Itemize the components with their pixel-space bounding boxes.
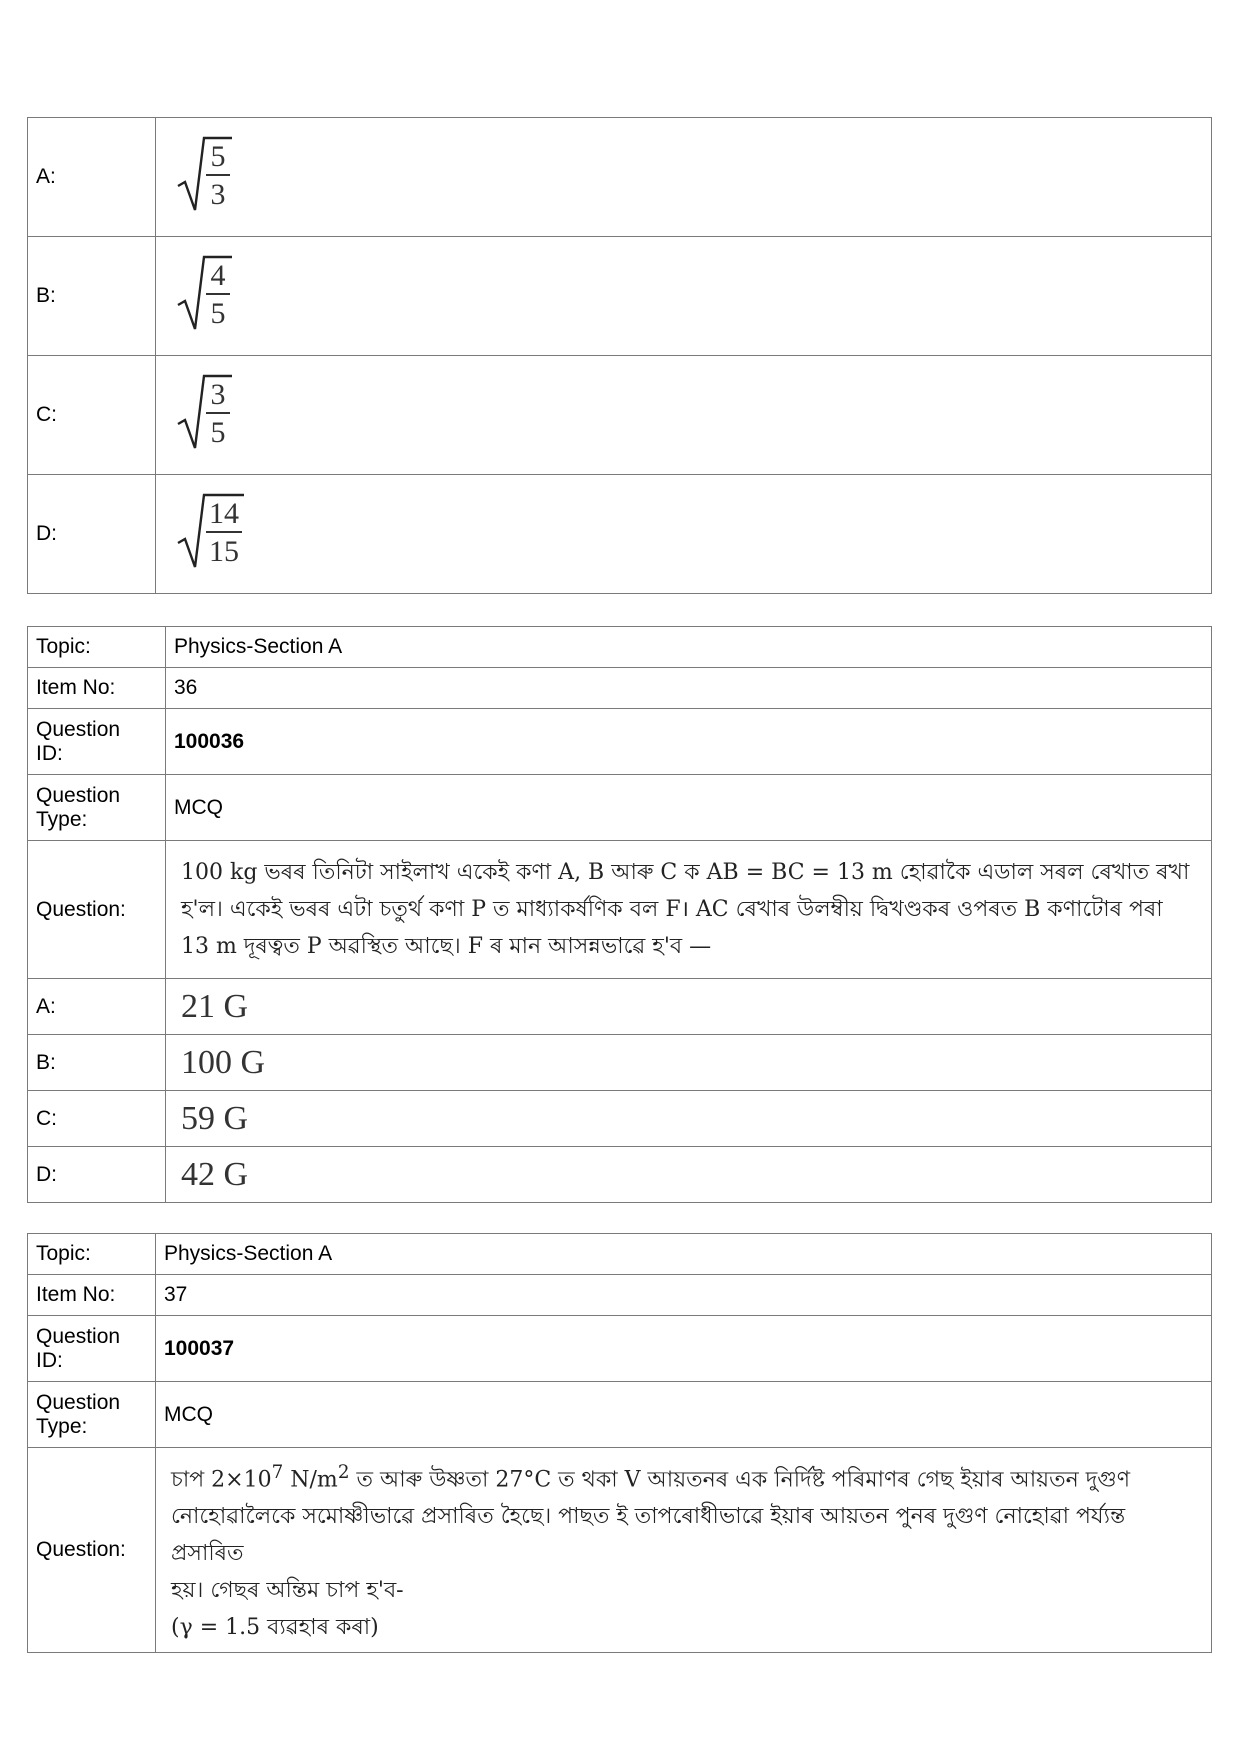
option-label: B: (28, 237, 156, 356)
option-row (28, 1035, 1212, 1091)
question-label: Question: (28, 841, 166, 979)
denominator: 5 (210, 416, 226, 449)
sqrt-fraction (174, 372, 244, 452)
question-line: হ'ল। একেই ভৰৰ এটা চতুৰ্থ কণা P ত মাধ্যাকৰ্ষণিক বল F। AC ৰেখাৰ উলম্বীয় দ্বিখণ্ডকৰ ওপৰত B কণাটোৰ পৰা (181, 897, 1163, 922)
option-row (28, 475, 1212, 594)
sqrt-fraction (174, 491, 254, 571)
question-id-value: 100036 (166, 709, 1212, 775)
denominator: 5 (210, 297, 226, 330)
question-id-label: Question ID: (28, 709, 166, 775)
question-text (166, 841, 1212, 979)
question-line: নোহোৱালৈকে সমোষ্ণীভাৱে প্ৰসাৰিত হৈছে। পাছত ই তাপৰোধীভাৱে ইয়াৰ আয়তন পুনৰ দুগুণ নোহোৱা পৰ্য্যন্ত প্ৰসাৰিত (171, 1504, 1126, 1567)
question-id-row (28, 1316, 1212, 1382)
question-type-label: Question Type: (28, 775, 166, 841)
question-row (28, 841, 1212, 979)
topic-label: Topic: (28, 627, 166, 668)
question-table-37 (27, 1233, 1212, 1653)
item-label: Item No: (28, 1275, 156, 1316)
option-row (28, 1147, 1212, 1203)
option-label: A: (28, 979, 166, 1035)
option-value: 21 G (166, 979, 1212, 1035)
question-id-label: Question ID: (28, 1316, 156, 1382)
question-id-value: 100037 (156, 1316, 1212, 1382)
option-value-sqrt (156, 237, 1212, 356)
numerator: 3 (210, 378, 226, 411)
option-label: D: (28, 1147, 166, 1203)
sqrt-fraction (174, 134, 244, 214)
question-text (156, 1448, 1212, 1653)
topic-label: Topic: (28, 1234, 156, 1275)
topic-value: Physics-Section A (166, 627, 1212, 668)
question-line: হয়। গেছৰ অন্তিম চাপ হ'ব- (171, 1578, 404, 1604)
topic-row (28, 627, 1212, 668)
question-line: (γ = 1.5 ব্যৱহাৰ কৰা) (171, 1615, 379, 1641)
question-type-row (28, 1382, 1212, 1448)
item-row (28, 668, 1212, 709)
denominator: 15 (209, 535, 239, 568)
topic-row (28, 1234, 1212, 1275)
question-table-36 (27, 626, 1212, 1203)
option-row (28, 237, 1212, 356)
option-value-sqrt (156, 118, 1212, 237)
option-row (28, 979, 1212, 1035)
options-table-prev (27, 117, 1212, 594)
item-value: 37 (156, 1275, 1212, 1316)
option-label: A: (28, 118, 156, 237)
numerator: 14 (209, 497, 239, 530)
question-row (28, 1448, 1212, 1653)
option-label: D: (28, 475, 156, 594)
question-type-label: Question Type: (28, 1382, 156, 1448)
numerator: 5 (210, 140, 226, 173)
question-type-row (28, 775, 1212, 841)
question-line: চাপ $2\times 10^7$ $N/m^2$ ত আৰু উষ্ণতা 27°C ত থকা V আয়তনৰ এক নিৰ্দিষ্ট পৰিমাণৰ গেছ ইয়াৰ আয়তন দুগুণ (171, 1462, 1131, 1493)
denominator: 3 (210, 178, 226, 211)
option-row (28, 1091, 1212, 1147)
item-value: 36 (166, 668, 1212, 709)
option-value-sqrt (156, 356, 1212, 475)
sqrt-fraction (174, 253, 244, 333)
item-row (28, 1275, 1212, 1316)
numerator: 4 (210, 259, 226, 292)
option-value: 100 G (166, 1035, 1212, 1091)
option-row (28, 118, 1212, 237)
question-type-value: MCQ (156, 1382, 1212, 1448)
question-type-value: MCQ (166, 775, 1212, 841)
option-label: C: (28, 1091, 166, 1147)
option-value-sqrt (156, 475, 1212, 594)
option-value: 42 G (166, 1147, 1212, 1203)
question-label: Question: (28, 1448, 156, 1653)
item-label: Item No: (28, 668, 166, 709)
question-line: 13 m দূৰত্বত P অৱস্থিত আছে। F ৰ মান আসন্নভাৱে হ'ব — (181, 934, 712, 959)
option-label: C: (28, 356, 156, 475)
option-label: B: (28, 1035, 166, 1091)
option-value: 59 G (166, 1091, 1212, 1147)
topic-value: Physics-Section A (156, 1234, 1212, 1275)
question-id-row (28, 709, 1212, 775)
option-row (28, 356, 1212, 475)
question-line: 100 kg ভৰৰ তিনিটা সাইলাখ একেই কণা A, B আৰু C ক AB = BC = 13 m হোৱাকৈ এডাল সৰল ৰেখাত ৰখা (181, 860, 1190, 885)
